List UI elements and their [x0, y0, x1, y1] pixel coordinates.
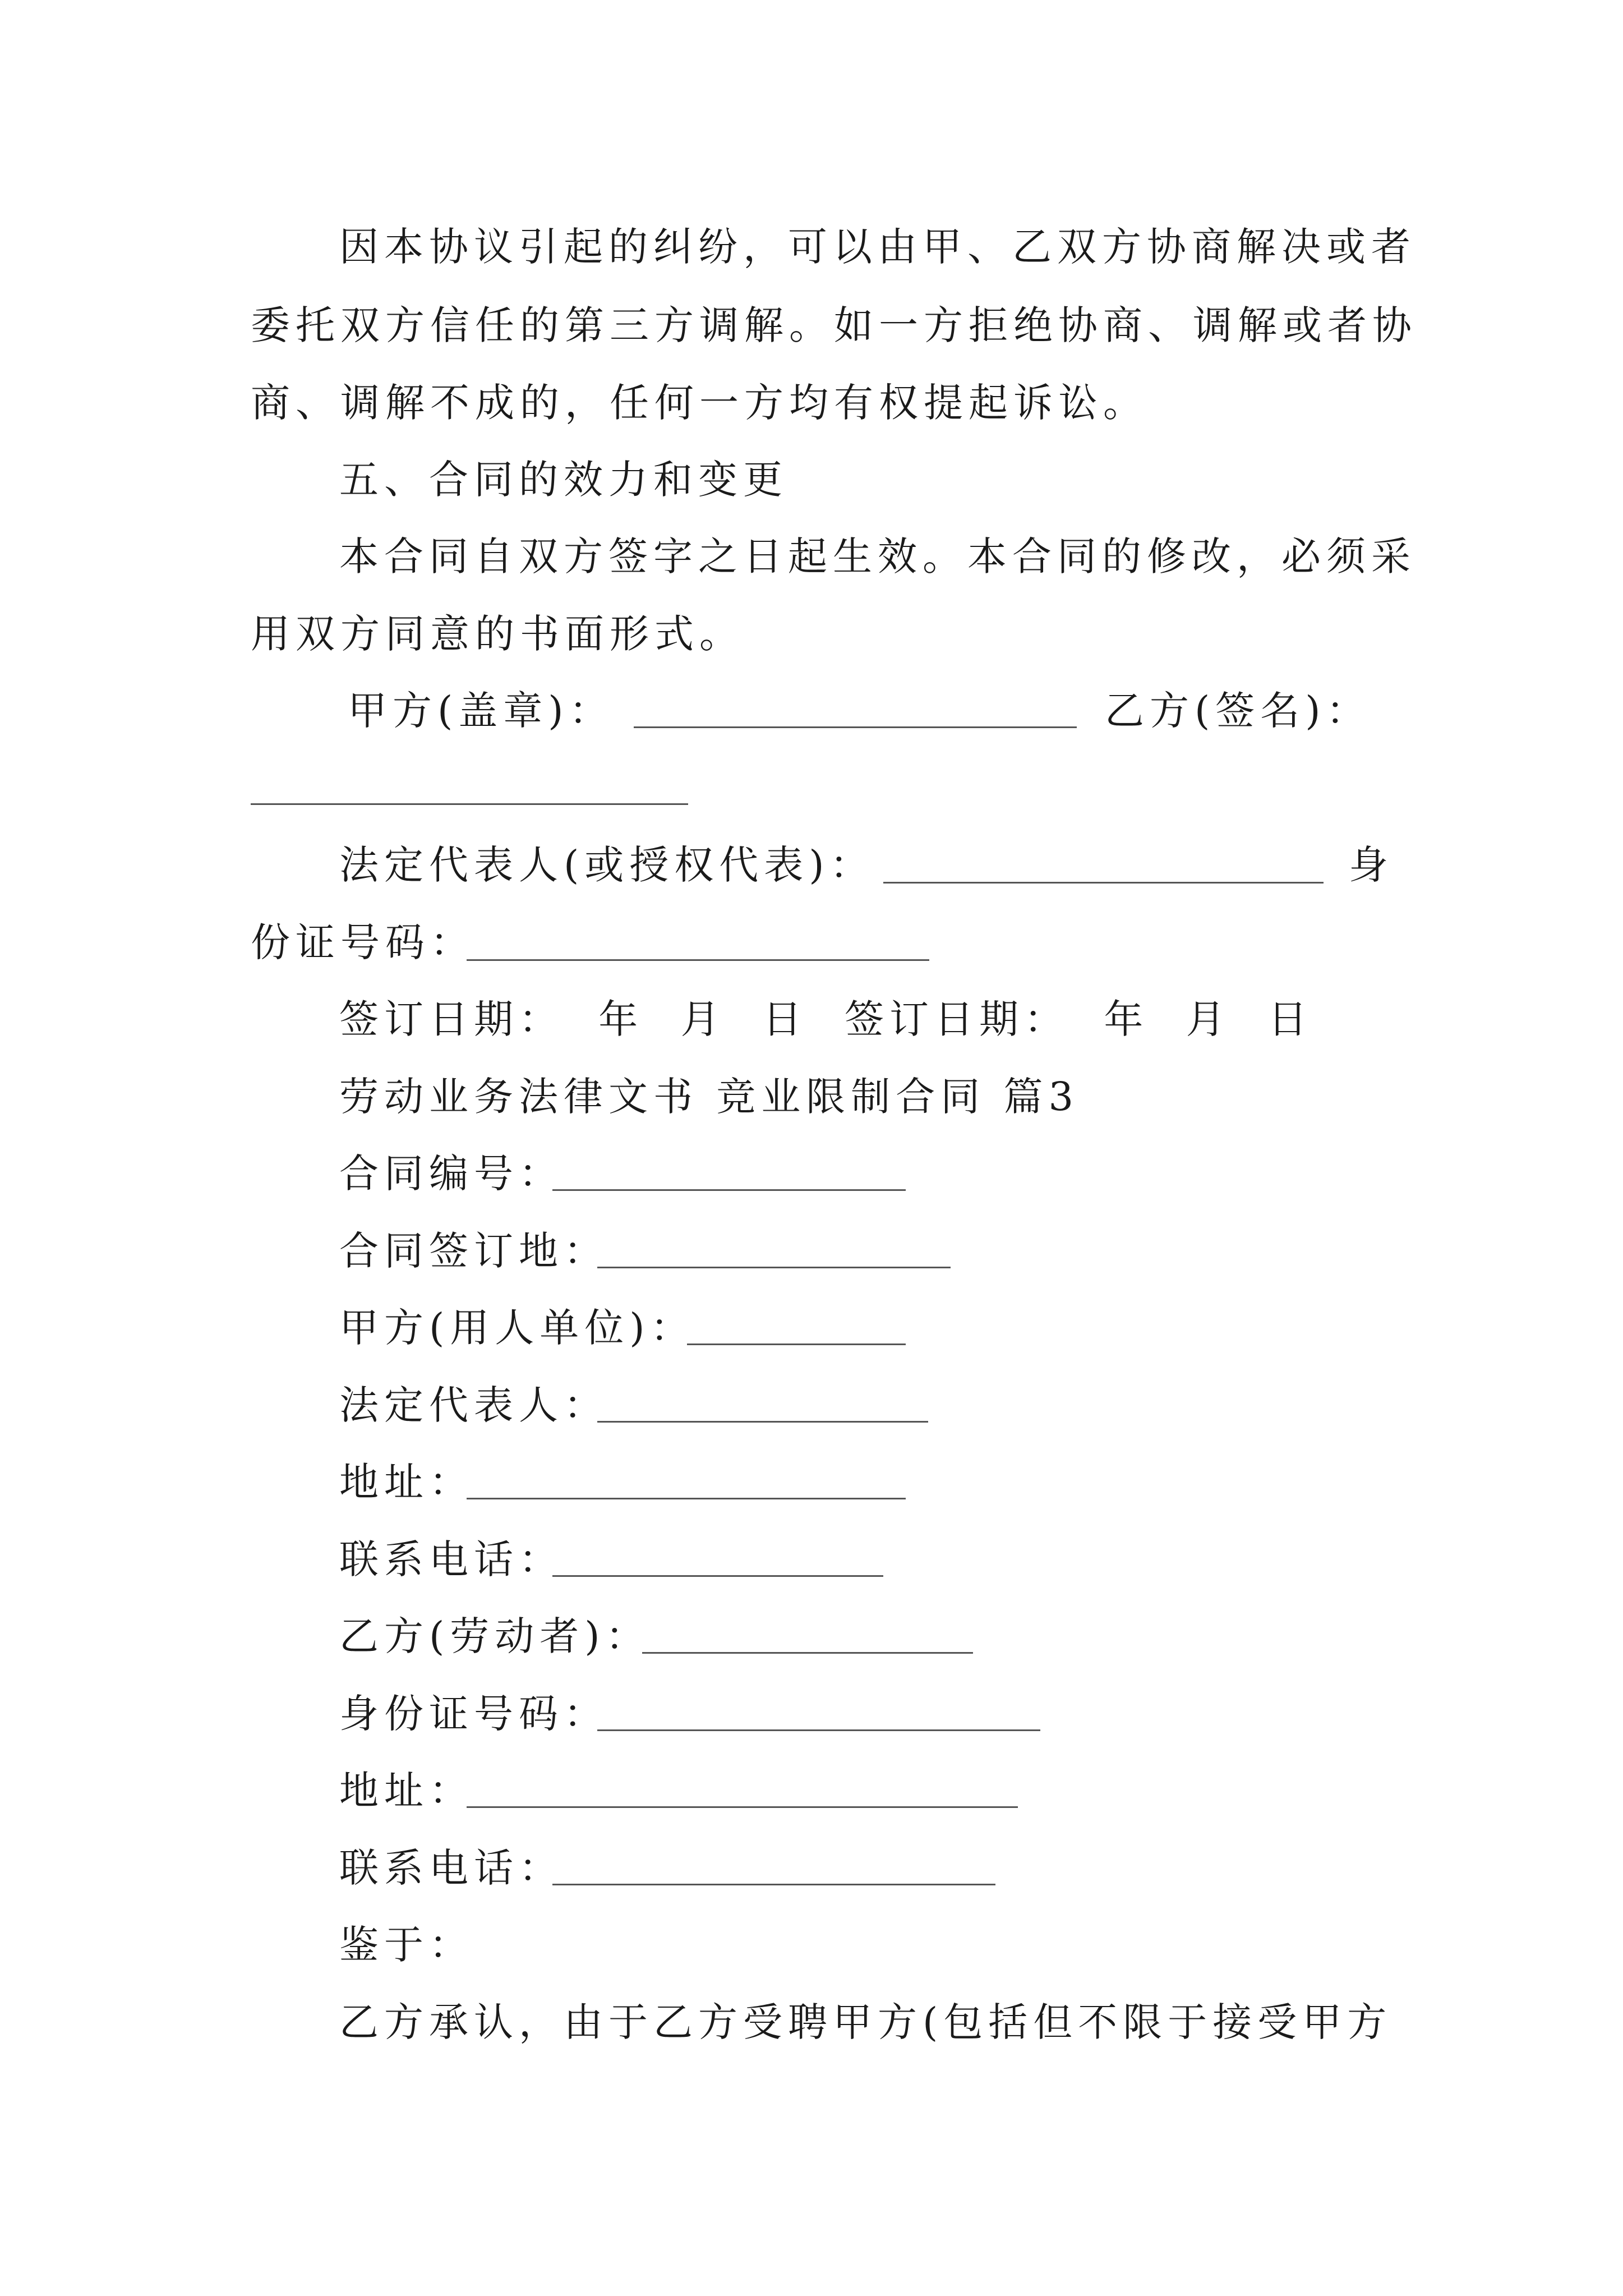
- employee-phone-label: 联系电话：: [339, 1845, 564, 1891]
- legal-rep-blank: [883, 882, 1324, 884]
- party-b-label: 乙方(签名)：: [1105, 688, 1371, 734]
- employer-address-label: 地址：: [339, 1459, 474, 1505]
- month-b: 月: [1186, 996, 1231, 1042]
- party-b-signature-row: [1105, 685, 1385, 736]
- employer-phone-blank: [552, 1575, 883, 1577]
- day-b: 日: [1267, 996, 1313, 1042]
- acknowledgement-line: 乙方承认，由于乙方受聘甲方(包括但不限于接受甲方: [339, 1999, 1393, 2045]
- employer-label: 甲方(用人单位)：: [339, 1305, 695, 1351]
- employee-phone-blank: [552, 1884, 995, 1885]
- employee-blank: [642, 1652, 973, 1654]
- employee-address-blank: [467, 1806, 1018, 1808]
- employee-id-blank: [597, 1729, 1040, 1731]
- month-a: 月: [680, 996, 726, 1042]
- signing-place-label: 合同签订地：: [339, 1228, 608, 1274]
- legal-rep-label: 法定代表人(或授权代表)：: [339, 842, 875, 888]
- signing-place-blank: [597, 1267, 951, 1268]
- year-b: 年: [1104, 996, 1149, 1042]
- paragraph-dispute-line-2: 委托双方信任的第三方调解。如一方拒绝协商、调解或者协: [251, 302, 1417, 348]
- year-a: 年: [598, 996, 644, 1042]
- employee-address-label: 地址：: [339, 1768, 474, 1814]
- employee-id-label: 身份证号码：: [339, 1691, 608, 1737]
- party-b-blank: [251, 803, 688, 805]
- employee-label: 乙方(劳动者)：: [339, 1613, 651, 1659]
- contract-number-blank: [552, 1189, 906, 1191]
- paragraph-dispute-line-1: 因本协议引起的纠纷，可以由甲、乙双方协商解决或者: [339, 224, 1416, 270]
- whereas-heading: 鉴于：: [339, 1922, 474, 1968]
- party-a-blank: [634, 726, 1077, 728]
- contract-number-label: 合同编号：: [339, 1151, 564, 1197]
- id-prefix: 身: [1349, 842, 1394, 888]
- employer-phone-label: 联系电话：: [339, 1536, 564, 1582]
- paragraph-effect-line-2: 用双方同意的书面形式。: [251, 611, 744, 657]
- employer-legal-rep-blank: [597, 1421, 928, 1423]
- paragraph-effect-line-1: 本合同自双方签字之日起生效。本合同的修改，必须采: [339, 533, 1416, 579]
- day-a: 日: [762, 996, 808, 1042]
- employer-address-blank: [467, 1498, 906, 1499]
- paragraph-dispute-line-3: 商、调解不成的，任何一方均有权提起诉讼。: [251, 380, 1148, 426]
- employer-blank: [687, 1343, 906, 1345]
- signing-date-row: [339, 994, 1478, 1045]
- party-a-label: 甲方(盖章)：: [348, 688, 614, 734]
- signing-date-label-b: 签订日期：: [845, 996, 1069, 1042]
- id-number-label: 份证号码：: [251, 919, 475, 965]
- id-number-blank: [467, 959, 929, 961]
- signing-date-label-a: 签订日期：: [339, 996, 564, 1042]
- section-heading-5: 五、合同的效力和变更: [339, 457, 788, 503]
- contract-3-title: 劳动业务法律文书 竞业限制合同 篇3: [339, 1074, 1080, 1120]
- employer-legal-rep-label: 法定代表人：: [339, 1382, 608, 1428]
